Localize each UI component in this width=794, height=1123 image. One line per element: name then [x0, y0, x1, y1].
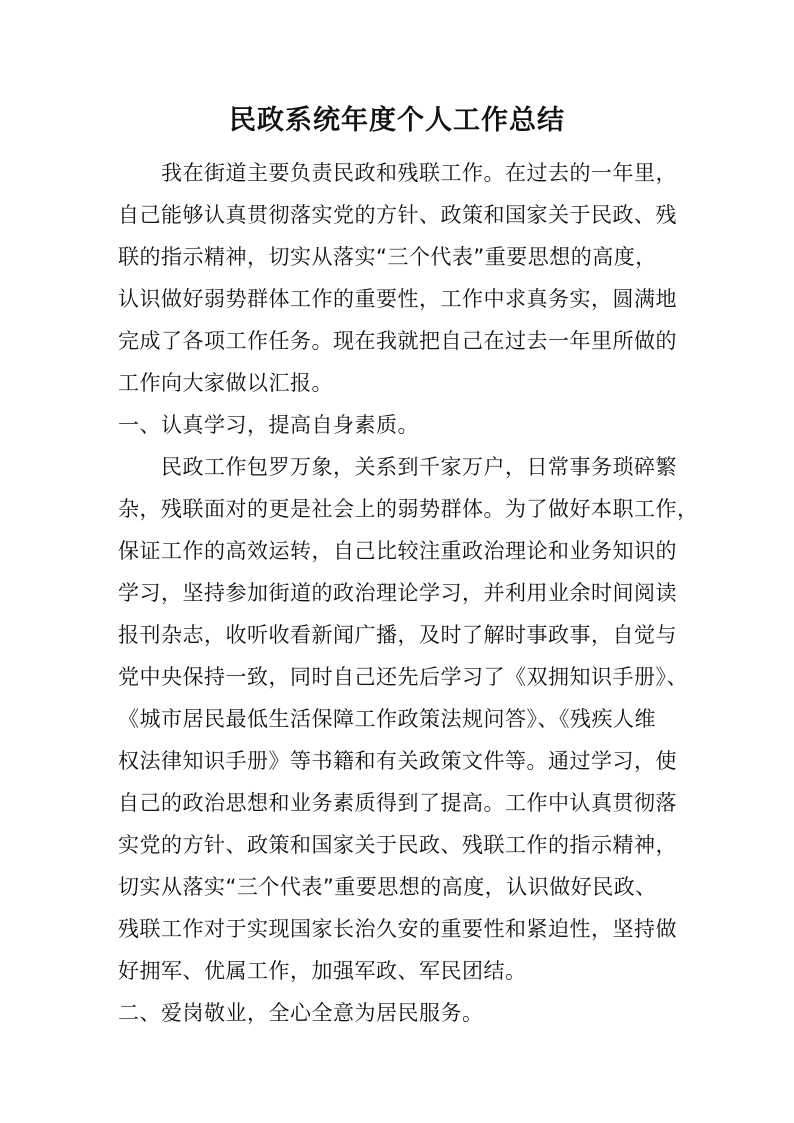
- section-heading: 一、认真学习，提高自身素质。: [118, 413, 419, 437]
- body-line: 认识做好弱势群体工作的重要性，工作中求真务实，圆满地: [118, 287, 677, 311]
- body-line: 工作向大家做以汇报。: [118, 371, 333, 395]
- document-title: 民政系统年度个人工作总结: [229, 105, 565, 136]
- body-line: 切实从落实“三个代表”重要思想的高度，认识做好民政、: [118, 875, 657, 899]
- body-line: 党中央保持一致，同时自己还先后学习了《双拥知识手册》、: [118, 665, 688, 689]
- body-line: 杂，残联面对的更是社会上的弱势群体。为了做好本职工作，: [118, 497, 699, 521]
- body-line: 报刊杂志，收听收看新闻广播，及时了解时事政事，自觉与: [118, 623, 677, 647]
- body-line: 民政工作包罗万象，关系到千家万户，日常事务琐碎繁: [118, 455, 677, 479]
- body-line: 我在街道主要负责民政和残联工作。在过去的一年里，: [118, 161, 677, 185]
- body-line: 实党的方针、政策和国家关于民政、残联工作的指示精神，: [118, 833, 677, 857]
- body-line: 权法律知识手册》等书籍和有关政策文件等。通过学习，使: [118, 749, 677, 773]
- body-line: 自己能够认真贯彻落实党的方针、政策和国家关于民政、残: [118, 203, 677, 227]
- section-heading: 二、爱岗敬业，全心全意为居民服务。: [118, 1001, 484, 1025]
- body-line: 联的指示精神，切实从落实“三个代表”重要思想的高度，: [118, 245, 657, 269]
- body-line: 好拥军、优属工作，加强军政、军民团结。: [118, 959, 527, 983]
- body-line: 学习，坚持参加街道的政治理论学习，并利用业余时间阅读: [118, 581, 677, 605]
- body-line: 保证工作的高效运转，自己比较注重政治理论和业务知识的: [118, 539, 677, 563]
- body-line: 自己的政治思想和业务素质得到了提高。工作中认真贯彻落: [118, 791, 677, 815]
- body-line: 完成了各项工作任务。现在我就把自己在过去一年里所做的: [118, 329, 677, 353]
- body-line: 残联工作对于实现国家长治久安的重要性和紧迫性，坚持做: [118, 917, 677, 941]
- body-line: 《城市居民最低生活保障工作政策法规问答》、《残疾人维: [118, 707, 656, 731]
